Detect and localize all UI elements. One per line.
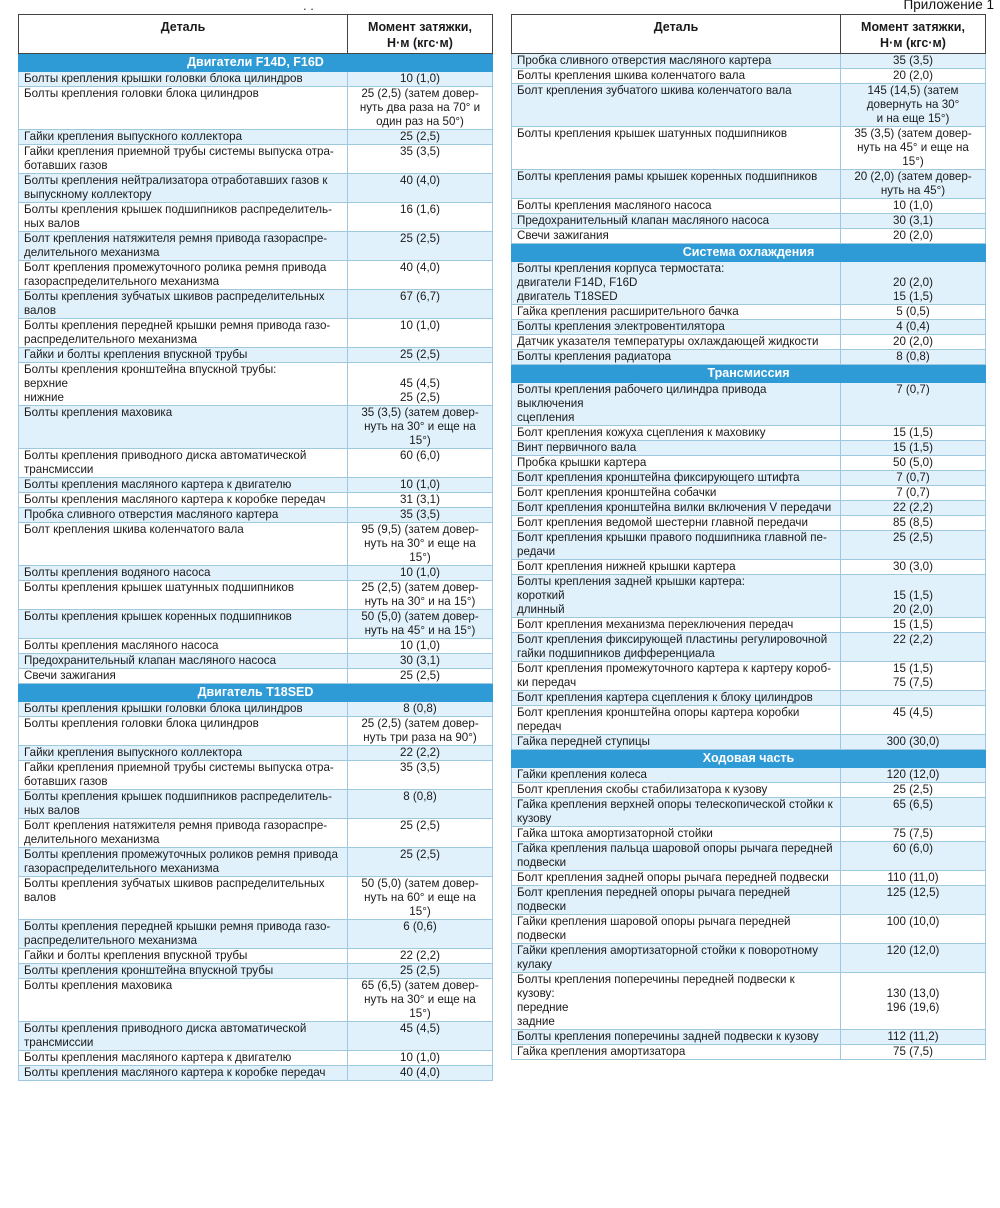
table-row: [512, 871, 986, 886]
table-row: [19, 964, 493, 979]
table-row: [19, 581, 493, 610]
torque-value: 40 (4,0): [348, 174, 493, 203]
part-name: Гайки крепления шаровой опоры рычага передней подвески: [512, 915, 841, 944]
part-name: Предохранительный клапан масляного насоса: [19, 654, 348, 669]
table-row: [512, 618, 986, 633]
part-name: Болты крепления маховика: [19, 406, 348, 449]
torque-value: 25 (2,5): [348, 232, 493, 261]
table-row: [19, 920, 493, 949]
table-row: [512, 229, 986, 244]
part-name: Гайки крепления амортизаторной стойки к поворотному кулаку: [512, 944, 841, 973]
table-row: [512, 320, 986, 335]
torque-value: [841, 691, 986, 706]
part-name: Болты крепления передней крышки ремня привода газо- распределительного механизма: [19, 319, 348, 348]
torque-value: 45 (4,5): [841, 706, 986, 735]
section-header: Система охлаждения: [512, 244, 986, 262]
table-row: [19, 654, 493, 669]
part-name: Болт крепления скобы стабилизатора к кузову: [512, 783, 841, 798]
table-row: [512, 441, 986, 456]
part-name: Гайка крепления расширительного бачка: [512, 305, 841, 320]
torque-value: 40 (4,0): [348, 261, 493, 290]
part-name: Гайки и болты крепления впускной трубы: [19, 949, 348, 964]
torque-value: 31 (3,1): [348, 493, 493, 508]
part-name: Болты крепления кронштейна впускной трубы: верхние нижние: [19, 363, 348, 406]
part-name: Болты крепления нейтрализатора отработавших газов к выпускному коллектору: [19, 174, 348, 203]
part-name: Болты крепления водяного насоса: [19, 566, 348, 581]
part-name: Болты крепления кронштейна впускной трубы: [19, 964, 348, 979]
table-row: [19, 949, 493, 964]
torque-value: 65 (6,5): [841, 798, 986, 827]
table-row: [512, 471, 986, 486]
table-row: [512, 262, 986, 305]
part-name: Болты крепления крышек шатунных подшипников: [19, 581, 348, 610]
part-name: Болт крепления промежуточного ролика ремня привода газораспределительного механизма: [19, 261, 348, 290]
part-name: Датчик указателя температуры охлаждающей жидкости: [512, 335, 841, 350]
part-name: Винт первичного вала: [512, 441, 841, 456]
table-row: [19, 406, 493, 449]
part-name: Гайка штока амортизаторной стойки: [512, 827, 841, 842]
column-header-torque: [348, 15, 493, 54]
part-name: Болты крепления масляного картера к коробке передач: [19, 1066, 348, 1081]
torque-value: 120 (12,0): [841, 944, 986, 973]
table-row: [512, 486, 986, 501]
table-row: [19, 746, 493, 761]
table-row: [512, 69, 986, 84]
table-row: [19, 610, 493, 639]
torque-value: 25 (2,5) (затем довер- нуть на 30° и на 15°): [348, 581, 493, 610]
table-row: [19, 877, 493, 920]
table-row: [19, 639, 493, 654]
part-name: Болты крепления рабочего цилиндра привода выключения сцепления: [512, 383, 841, 426]
section-header: Двигатель T18SED: [19, 684, 493, 702]
torque-value: 15 (1,5): [841, 441, 986, 456]
torque-value: 22 (2,2): [348, 746, 493, 761]
part-name: Болты крепления масляного картера к коробке передач: [19, 493, 348, 508]
table-row: [19, 819, 493, 848]
part-name: Болты крепления зубчатых шкивов распределительных валов: [19, 877, 348, 920]
torque-value: 15 (1,5): [841, 426, 986, 441]
torque-value: 20 (2,0): [841, 69, 986, 84]
part-name: Пробка сливного отверстия масляного картера: [19, 508, 348, 523]
torque-header-line1: Момент затяжки,: [861, 19, 965, 34]
torque-value: 20 (2,0): [841, 335, 986, 350]
section-header: Ходовая часть: [512, 750, 986, 768]
part-name: Болт крепления передней опоры рычага передней подвески: [512, 886, 841, 915]
part-name: Болт крепления кронштейна опоры картера коробки передач: [512, 706, 841, 735]
torque-value: 45 (4,5) 25 (2,5): [348, 363, 493, 406]
part-name: Болты крепления передней крышки ремня привода газо- распределительного механизма: [19, 920, 348, 949]
torque-value: 7 (0,7): [841, 471, 986, 486]
torque-value: 10 (1,0): [841, 199, 986, 214]
table-row: [19, 130, 493, 145]
torque-value: 60 (6,0): [841, 842, 986, 871]
torque-value: 10 (1,0): [348, 566, 493, 581]
part-name: Гайки крепления колеса: [512, 768, 841, 783]
table-row: [19, 523, 493, 566]
table-row: [19, 449, 493, 478]
torque-value: 20 (2,0) 15 (1,5): [841, 262, 986, 305]
torque-value: 145 (14,5) (затем довернуть на 30° и на еще 15°): [841, 84, 986, 127]
part-name: Гайка крепления амортизатора: [512, 1045, 841, 1060]
table-row: [19, 1022, 493, 1051]
torque-header-line2: Н·м (кгс·м): [387, 35, 453, 50]
table-row: [512, 1030, 986, 1045]
part-name: Болты крепления крышки головки блока цилиндров: [19, 72, 348, 87]
part-name: Болт крепления кронштейна вилки включения V передачи: [512, 501, 841, 516]
part-name: Болты крепления задней крышки картера: короткий длинный: [512, 575, 841, 618]
part-name: Болты крепления крышек шатунных подшипников: [512, 127, 841, 170]
table-row: [512, 973, 986, 1030]
torque-value: 40 (4,0): [348, 1066, 493, 1081]
table-row: [512, 350, 986, 365]
part-name: Пробка сливного отверстия масляного картера: [512, 54, 841, 69]
table-row: [19, 348, 493, 363]
part-name: Предохранительный клапан масляного насоса: [512, 214, 841, 229]
torque-value: 112 (11,2): [841, 1030, 986, 1045]
part-name: Болты крепления корпуса термостата: двигатели F14D, F16D двигатель T18SED: [512, 262, 841, 305]
torque-value: 15 (1,5): [841, 618, 986, 633]
torque-value: 25 (2,5): [841, 531, 986, 560]
part-name: Пробка крышки картера: [512, 456, 841, 471]
table-row: [512, 516, 986, 531]
part-name: Болт крепления натяжителя ремня привода газораспре- делительного механизма: [19, 819, 348, 848]
table-row: [512, 383, 986, 426]
torque-value: 25 (2,5): [348, 848, 493, 877]
section-row: [512, 365, 986, 383]
part-name: Болты крепления головки блока цилиндров: [19, 717, 348, 746]
table-body-right: [512, 54, 986, 1060]
column-header-part: Деталь: [512, 15, 841, 54]
torque-value: 35 (3,5): [348, 145, 493, 174]
torque-header-line1: Момент затяжки,: [368, 19, 472, 34]
table-row: [19, 72, 493, 87]
torque-value: 25 (2,5): [348, 964, 493, 979]
table-row: [512, 199, 986, 214]
torque-value: 25 (2,5): [841, 783, 986, 798]
torque-value: 16 (1,6): [348, 203, 493, 232]
part-name: Болты крепления поперечины задней подвески к кузову: [512, 1030, 841, 1045]
torque-value: 65 (6,5) (затем довер- нуть на 30° и еще на 15°): [348, 979, 493, 1022]
table-row: [19, 203, 493, 232]
part-name: Свечи зажигания: [19, 669, 348, 684]
table-row: [19, 1051, 493, 1066]
torque-value: 60 (6,0): [348, 449, 493, 478]
part-name: Болты крепления маховика: [19, 979, 348, 1022]
torque-value: 7 (0,7): [841, 486, 986, 501]
torque-value: 22 (2,2): [841, 501, 986, 516]
table-row: [19, 493, 493, 508]
part-name: Болты крепления рамы крышек коренных подшипников: [512, 170, 841, 199]
torque-value: 50 (5,0) (затем довер- нуть на 45° и на 15°): [348, 610, 493, 639]
torque-value: 5 (0,5): [841, 305, 986, 320]
table-row: [19, 145, 493, 174]
table-row: [512, 798, 986, 827]
torque-value: 22 (2,2): [348, 949, 493, 964]
part-name: Болт крепления крышки правого подшипника главной пе- редачи: [512, 531, 841, 560]
part-name: Болты крепления зубчатых шкивов распределительных валов: [19, 290, 348, 319]
part-name: Гайки крепления приемной трубы системы выпуска отра- ботавших газов: [19, 761, 348, 790]
torque-value: 125 (12,5): [841, 886, 986, 915]
torque-value: 95 (9,5) (затем довер- нуть на 30° и еще на 15°): [348, 523, 493, 566]
table-row: [512, 575, 986, 618]
torque-value: 100 (10,0): [841, 915, 986, 944]
table-row: [512, 560, 986, 575]
torque-value: 75 (7,5): [841, 827, 986, 842]
torque-value: 85 (8,5): [841, 516, 986, 531]
table-row: [19, 717, 493, 746]
table-row: [512, 214, 986, 229]
table-row: [512, 735, 986, 750]
torque-value: 25 (2,5): [348, 819, 493, 848]
part-name: Болты крепления приводного диска автоматической трансмиссии: [19, 1022, 348, 1051]
table-row: [19, 290, 493, 319]
part-name: Болты крепления крышек подшипников распределитель- ных валов: [19, 203, 348, 232]
part-name: Болты крепления головки блока цилиндров: [19, 87, 348, 130]
part-name: Болты крепления электровентилятора: [512, 320, 841, 335]
table-row: [512, 426, 986, 441]
part-name: Болты крепления радиатора: [512, 350, 841, 365]
part-name: Болт крепления задней опоры рычага передней подвески: [512, 871, 841, 886]
table-row: [512, 84, 986, 127]
table-row: [19, 1066, 493, 1081]
section-row: [19, 54, 493, 72]
part-name: Болты крепления крышек подшипников распределитель- ных валов: [19, 790, 348, 819]
torque-value: 15 (1,5) 20 (2,0): [841, 575, 986, 618]
page-dots: . .: [303, 0, 314, 13]
table-row: [19, 478, 493, 493]
section-header: Двигатели F14D, F16D: [19, 54, 493, 72]
torque-value: 120 (12,0): [841, 768, 986, 783]
table-row: [512, 633, 986, 662]
torque-value: 10 (1,0): [348, 639, 493, 654]
table-row: [512, 662, 986, 691]
torque-value: 35 (3,5): [348, 761, 493, 790]
part-name: Болт крепления ведомой шестерни главной передачи: [512, 516, 841, 531]
part-name: Болт крепления кожуха сцепления к маховику: [512, 426, 841, 441]
table-row: [19, 979, 493, 1022]
table-row: [19, 319, 493, 348]
torque-table-right: [511, 14, 986, 1060]
table-row: [19, 232, 493, 261]
torque-value: 20 (2,0) (затем довер- нуть на 45°): [841, 170, 986, 199]
part-name: Болт крепления механизма переключения передач: [512, 618, 841, 633]
torque-value: 4 (0,4): [841, 320, 986, 335]
torque-value: 10 (1,0): [348, 1051, 493, 1066]
part-name: Болт крепления шкива коленчатого вала: [19, 523, 348, 566]
part-name: Гайка крепления пальца шаровой опоры рычага передней подвески: [512, 842, 841, 871]
table-row: [19, 174, 493, 203]
table-row: [512, 944, 986, 973]
torque-value: 22 (2,2): [841, 633, 986, 662]
table-row: [19, 363, 493, 406]
table-row: [512, 783, 986, 798]
table-row: [512, 1045, 986, 1060]
table-row: [19, 566, 493, 581]
torque-value: 75 (7,5): [841, 1045, 986, 1060]
table-row: [512, 886, 986, 915]
table-row: [512, 842, 986, 871]
part-name: Гайки крепления выпускного коллектора: [19, 130, 348, 145]
table-row: [512, 54, 986, 69]
torque-value: 35 (3,5): [841, 54, 986, 69]
part-name: Болты крепления масляного насоса: [512, 199, 841, 214]
table-row: [512, 456, 986, 471]
torque-value: 35 (3,5): [348, 508, 493, 523]
torque-value: 130 (13,0) 196 (19,6): [841, 973, 986, 1030]
part-name: Свечи зажигания: [512, 229, 841, 244]
table-row: [19, 761, 493, 790]
table-row: [19, 702, 493, 717]
torque-value: 35 (3,5) (затем довер- нуть на 45° и еще на 15°): [841, 127, 986, 170]
table-row: [19, 790, 493, 819]
torque-value: 10 (1,0): [348, 319, 493, 348]
torque-value: 110 (11,0): [841, 871, 986, 886]
table-row: [19, 508, 493, 523]
torque-table-left: [18, 14, 493, 1081]
part-name: Болт крепления зубчатого шкива коленчатого вала: [512, 84, 841, 127]
table-row: [19, 669, 493, 684]
table-row: [512, 706, 986, 735]
torque-value: 45 (4,5): [348, 1022, 493, 1051]
section-row: [19, 684, 493, 702]
section-row: [512, 244, 986, 262]
part-name: Болты крепления масляного картера к двигателю: [19, 478, 348, 493]
table-row: [19, 87, 493, 130]
torque-value: 10 (1,0): [348, 478, 493, 493]
torque-value: 15 (1,5) 75 (7,5): [841, 662, 986, 691]
part-name: Гайки крепления приемной трубы системы выпуска отра- ботавших газов: [19, 145, 348, 174]
part-name: Болт крепления нижней крышки картера: [512, 560, 841, 575]
part-name: Гайки и болты крепления впускной трубы: [19, 348, 348, 363]
table-row: [512, 531, 986, 560]
torque-value: 300 (30,0): [841, 735, 986, 750]
part-name: Болты крепления шкива коленчатого вала: [512, 69, 841, 84]
part-name: Болты крепления масляного насоса: [19, 639, 348, 654]
torque-value: 7 (0,7): [841, 383, 986, 426]
part-name: Болт крепления кронштейна собачки: [512, 486, 841, 501]
table-row: [512, 335, 986, 350]
torque-value: 30 (3,0): [841, 560, 986, 575]
part-name: Гайка крепления верхней опоры телескопической стойки к кузову: [512, 798, 841, 827]
section-row: [512, 750, 986, 768]
column-header-torque: [841, 15, 986, 54]
torque-value: 25 (2,5): [348, 130, 493, 145]
part-name: Болты крепления крышек коренных подшипников: [19, 610, 348, 639]
torque-value: 50 (5,0): [841, 456, 986, 471]
torque-value: 10 (1,0): [348, 72, 493, 87]
torque-value: 8 (0,8): [348, 702, 493, 717]
table-row: [512, 691, 986, 706]
part-name: Болты крепления приводного диска автоматической трансмиссии: [19, 449, 348, 478]
table-row: [512, 170, 986, 199]
part-name: Болты крепления крышки головки блока цилиндров: [19, 702, 348, 717]
table-row: [512, 501, 986, 516]
part-name: Болт крепления кронштейна фиксирующего штифта: [512, 471, 841, 486]
part-name: Болт крепления картера сцепления к блоку цилиндров: [512, 691, 841, 706]
part-name: Гайка передней ступицы: [512, 735, 841, 750]
appendix-label: Приложение 1: [903, 0, 994, 12]
torque-value: 25 (2,5): [348, 348, 493, 363]
part-name: Гайки крепления выпускного коллектора: [19, 746, 348, 761]
torque-value: 6 (0,6): [348, 920, 493, 949]
torque-value: 25 (2,5): [348, 669, 493, 684]
part-name: Болт крепления фиксирующей пластины регулировочной гайки подшипников дифференциала: [512, 633, 841, 662]
torque-value: 30 (3,1): [841, 214, 986, 229]
torque-value: 25 (2,5) (затем довер- нуть три раза на 90°): [348, 717, 493, 746]
torque-value: 8 (0,8): [348, 790, 493, 819]
torque-value: 67 (6,7): [348, 290, 493, 319]
torque-value: 50 (5,0) (затем довер- нуть на 60° и еще на 15°): [348, 877, 493, 920]
table-body-left: [19, 54, 493, 1081]
part-name: Болты крепления масляного картера к двигателю: [19, 1051, 348, 1066]
part-name: Болт крепления натяжителя ремня привода газораспре- делительного механизма: [19, 232, 348, 261]
section-header: Трансмиссия: [512, 365, 986, 383]
part-name: Болты крепления поперечины передней подвески к кузову: передние задние: [512, 973, 841, 1030]
torque-value: 30 (3,1): [348, 654, 493, 669]
table-row: [19, 848, 493, 877]
torque-value: 35 (3,5) (затем довер- нуть на 30° и еще на 15°): [348, 406, 493, 449]
table-row: [512, 827, 986, 842]
table-row: [512, 915, 986, 944]
part-name: Болты крепления промежуточных роликов ремня привода газораспределительного механизма: [19, 848, 348, 877]
table-row: [512, 305, 986, 320]
column-header-part: Деталь: [19, 15, 348, 54]
table-row: [512, 127, 986, 170]
torque-value: 25 (2,5) (затем довер- нуть два раза на 70° и один раз на 50°): [348, 87, 493, 130]
torque-value: 20 (2,0): [841, 229, 986, 244]
torque-value: 8 (0,8): [841, 350, 986, 365]
table-row: [19, 261, 493, 290]
part-name: Болт крепления промежуточного картера к картеру короб- ки передач: [512, 662, 841, 691]
torque-header-line2: Н·м (кгс·м): [880, 35, 946, 50]
table-row: [512, 768, 986, 783]
